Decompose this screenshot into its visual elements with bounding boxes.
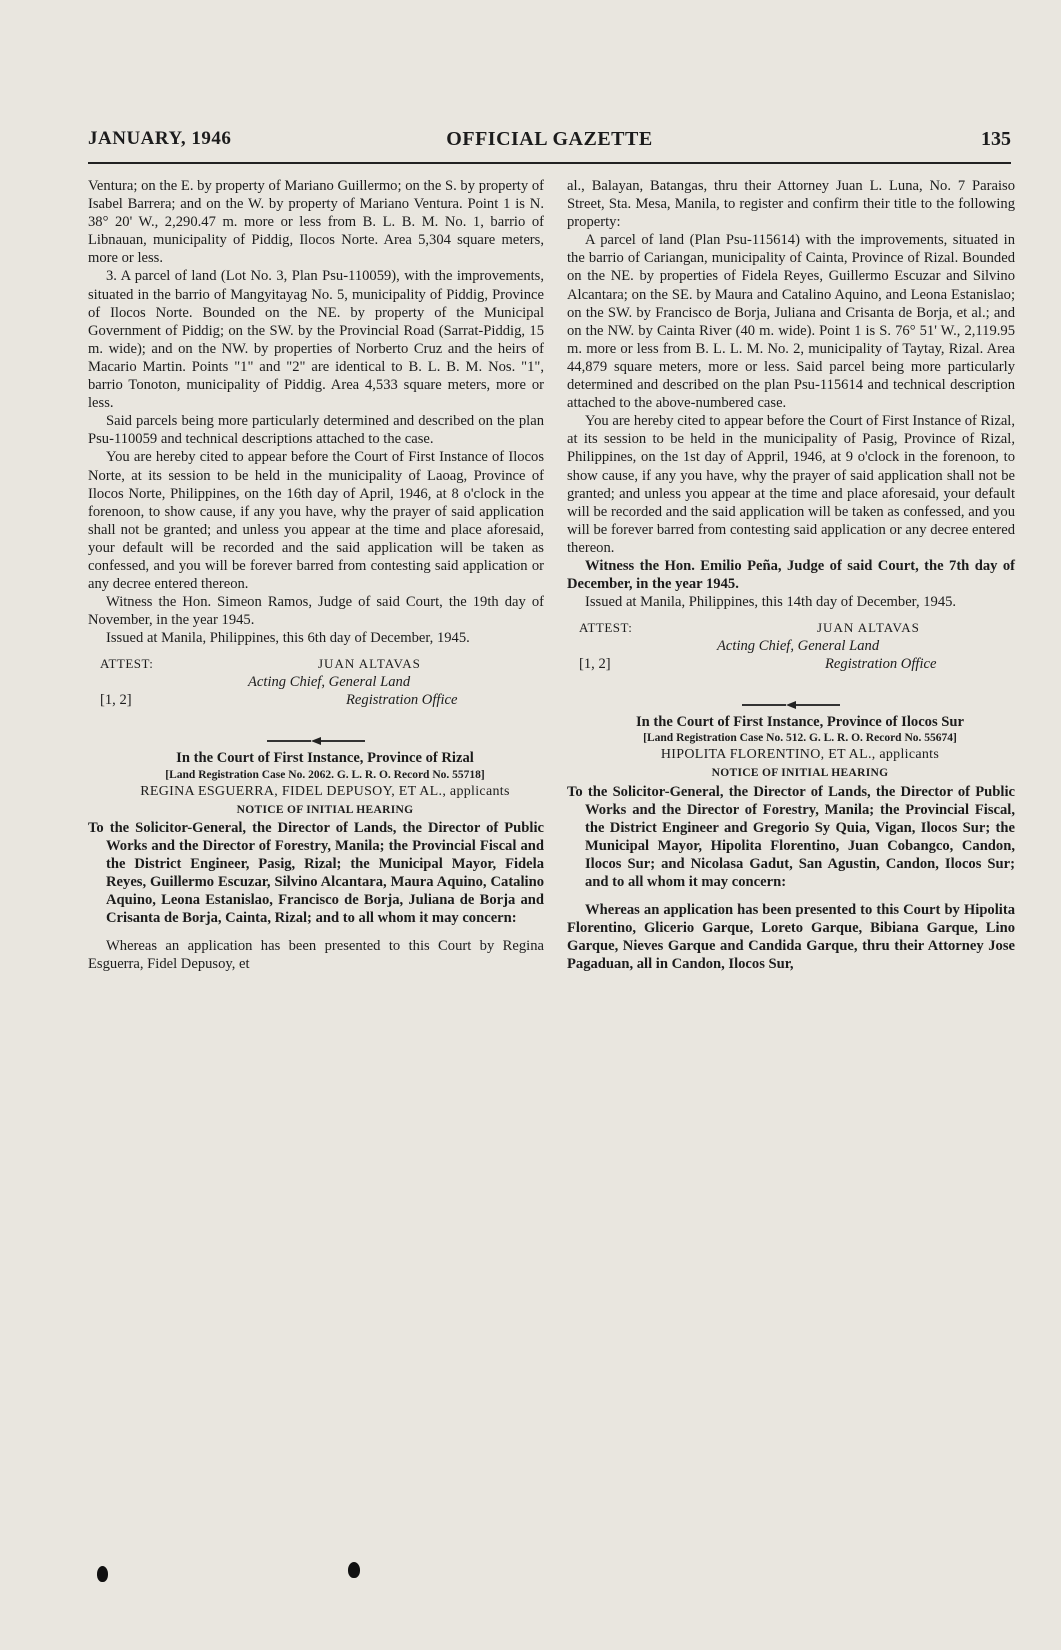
attest-title: Acting Chief, General Land (248, 674, 411, 691)
case-reference: [Land Registration Case No. 512. G. L. R. O. Record No. 55674] (643, 732, 957, 745)
header-rule (88, 162, 1011, 164)
case-reference: [Land Registration Case No. 2062. G. L. R. O. Record No. 55718] (165, 768, 485, 781)
left-column (88, 177, 544, 973)
applicants-line: REGINA ESGUERRA, FIDEL DEPUSOY, ET AL., applicants (140, 783, 510, 799)
paragraph: Issued at Manila, Philippines, this 14th day of December, 1945. (585, 594, 957, 611)
right-column (567, 177, 1015, 973)
addressees: To the Solicitor-General, the Director of Lands, the Director of Public Works and the Director of Forestry, Manila; the Provincial Fiscal and the District Engineer, Pasig, Rizal; the Municipal Mayor, Fidela Reyes, Guillermo Escuzar, Silvino Alcantara, Maura Aquino, Catalino Aquino, Leona Estanislao, Francisco de Borja, Juliana de Borja and Crisanta de Borja, Cainta, Rizal; and to all whom it may concern: (88, 819, 544, 927)
paragraph: Ventura; on the E. by property of Mariano Guillermo; on the S. by property of Isabel Barrera; and on the W. by property of Mariano Ventura. Point 1 is N. 38° 20' W., 2,290.47 m. more or less from B. L. B. M. No. 1, barrio of Libnauan, municipality of Piddig, Ilocos Norte. Area 5,304 square meters, more or less. (88, 178, 544, 267)
notice-title: NOTICE OF INITIAL HEARING (711, 767, 889, 780)
applicants-line: HIPOLITA FLORENTINO, ET AL., applicants (660, 747, 940, 763)
paragraph: Whereas an application has been presented to this Court by Regina Esguerra, Fidel Depusoy, et (88, 938, 544, 973)
paragraph: Whereas an application has been presented to this Court by Hipolita Florentino, Glicerio Garque, Loreto Garque, Bibiana Garque, Lino Garque, Nieves Garque and Candida Garque, thru their Attorney Jose Pagaduan, all in Candon, Ilocos Sur, (567, 902, 1015, 973)
paragraph: Witness the Hon. Emilio Peña, Judge of said Court, the 7th day of December, in the year 1945. (567, 557, 1015, 593)
paragraph: A parcel of land (Plan Psu-115614) with the improvements, situated in the barrio of Cariangan, municipality of Cainta, Province of Rizal. Bounded on the NE. by properties of Fidela Reyes, Guillermo Escuzar and Silvino Alcantara; on the SE. by Maura and Catalino Aquino, and Leona Estanislao; on the SW. by Francisco de Borja, Juliana and Crisanta de Borja, et al.; and on the NW. by Cainta River (40 m. wide). Point 1 is S. 76° 51' W., 2,119.95 m. more or less from B. L. L. M. No. 2, municipality of Taytay, Rizal. Area 44,879 square meters, more or less. Said parcel being more particularly determined and described on the plan Psu-115614 and technical description attached to the above-numbered case. (567, 232, 1015, 412)
paragraph: Said parcels being more particularly determined and described on the plan Psu-110059 and technical descriptions attached to the case. (88, 413, 544, 448)
attest-office: Registration Office (825, 656, 937, 673)
addressees: To the Solicitor-General, the Director of Lands, the Director of Public Works and the Director of Forestry, Manila; the Provincial Fiscal, the District Engineer and Gregorio Sy Quia, Vigan, Ilocos Sur; the Municipal Mayor, Hipolita Florentino, Juan Cobangco, Candon, Ilocos Sur; and Nicolasa Gadut, San Agustin, Candon, Ilocos Sur; and to all whom it may concern: (567, 783, 1015, 890)
attest-office: Registration Office (346, 692, 458, 709)
paragraph: Witness the Hon. Simeon Ramos, Judge of said Court, the 19th day of November, in the year 1945. (88, 594, 544, 629)
section-divider (88, 731, 544, 741)
section-heading: In the Court of First Instance, Province of Ilocos Sur (635, 714, 965, 731)
attestation-block (88, 655, 544, 717)
paragraph: Issued at Manila, Philippines, this 6th day of December, 1945. (106, 630, 470, 647)
attest-reference: [1, 2] (579, 656, 611, 673)
publication-title: OFFICIAL GAZETTE (446, 128, 653, 150)
attest-label: ATTEST: (579, 620, 633, 636)
notice-title: NOTICE OF INITIAL HEARING (236, 803, 414, 816)
attest-title: Acting Chief, General Land (717, 638, 880, 655)
ink-mark (97, 1566, 108, 1582)
attest-reference: [1, 2] (100, 692, 132, 709)
paragraph: You are hereby cited to appear before the Court of First Instance of Rizal, at its session to be held in the municipality of Pasig, Province of Rizal, Philippines, on the 1st day of Appril, 1946, at 9 o'clock in the forenoon, to show cause, if any you have, why the prayer of said application shall not be granted; and unless you appear at the time and place aforesaid, your default will be recorded and the said application will be taken as confessed, and you will be forever barred from contesting said application or any decree entered thereon. (567, 413, 1015, 556)
paragraph: 3. A parcel of land (Lot No. 3, Plan Psu-110059), with the improvements, situated in the barrio of Mangyitayag No. 5, municipality of Piddig, Province of Ilocos Norte. Bounded on the NE. by property of the Municipal Government of Piddig; on the SW. by the Provincial Road (Sarrat-Piddig, 15 m. wide); and on the NW. by properties of Norberto Cruz and the heirs of Macario Martin. Points "1" and "2" are identical to B. L. B. M. Nos. "1", barrio Tonoton, municipality of Piddig. Area 4,533 square meters, more or less. (88, 268, 544, 412)
attestation-block (567, 619, 1015, 681)
attest-name: JUAN ALTAVAS (817, 620, 920, 636)
page-header (88, 128, 1011, 160)
section-heading: In the Court of First Instance, Province of Rizal (176, 750, 474, 767)
ink-mark (348, 1562, 360, 1578)
page-number: 135 (981, 128, 1011, 150)
paragraph: al., Balayan, Batangas, thru their Attorney Juan L. Luna, No. 7 Paraiso Street, Sta. Mesa, Manila, to register and confirm their title to the following property: (567, 178, 1015, 231)
attest-name: JUAN ALTAVAS (318, 656, 421, 672)
issue-date: JANUARY, 1946 (88, 128, 232, 149)
attest-label: ATTEST: (100, 656, 154, 672)
section-divider (567, 695, 1015, 705)
paragraph: You are hereby cited to appear before the Court of First Instance of Ilocos Norte, at its session to be held in the municipality of Laoag, Province of Ilocos Norte, Philippines, on the 16th day of April, 1946, at 8 o'clock in the forenoon, to show cause, if any you have, why the prayer of said application shall not be granted; and unless you appear at the time and place aforesaid, your default will be recorded and the said application will be taken as confessed, and you will be forever barred from contesting said application or any decree entered thereon. (88, 449, 544, 593)
